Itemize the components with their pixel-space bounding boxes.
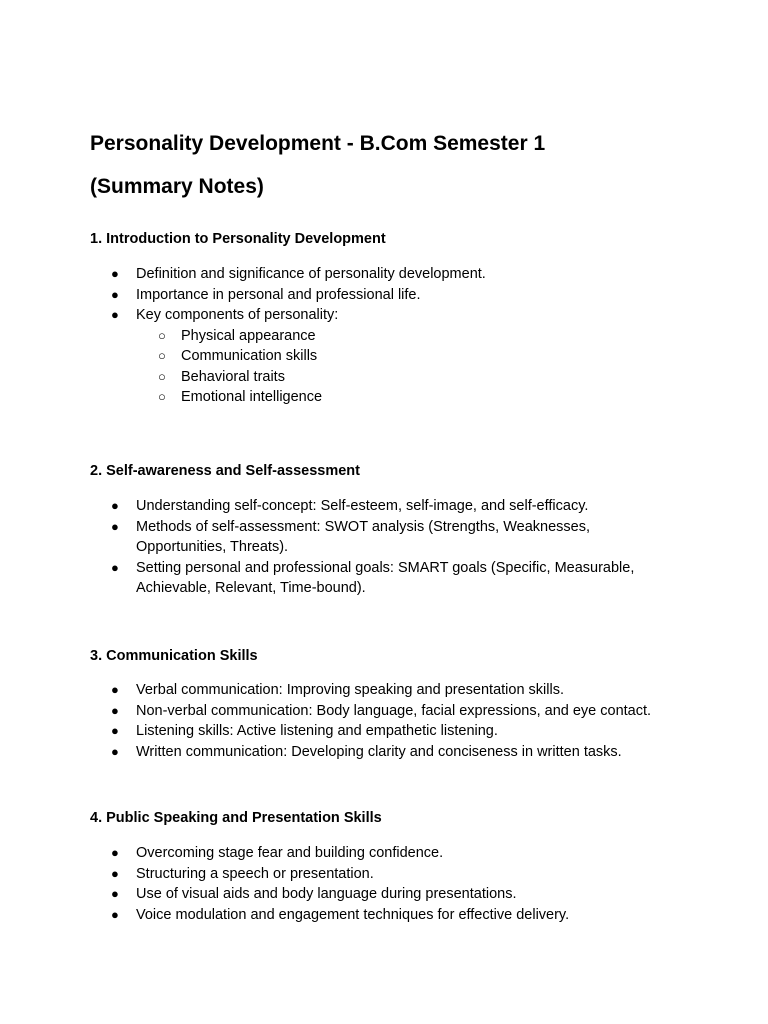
- hollow-bullet-icon: ○: [158, 368, 166, 384]
- section-2-list: [0, 496, 700, 599]
- document-title-line-2: (Summary Notes): [90, 175, 264, 198]
- list-item: [0, 884, 700, 905]
- section-4-heading: 4. Public Speaking and Presentation Skills: [90, 810, 382, 826]
- list-item-text: Verbal communication: Improving speaking and presentation skills.: [136, 682, 564, 698]
- list-item: [0, 742, 700, 763]
- list-item: [0, 264, 700, 285]
- bullet-icon: ●: [111, 682, 119, 697]
- hollow-bullet-icon: ○: [158, 389, 166, 404]
- bullet-icon: ●: [111, 559, 119, 575]
- section-1-list: [0, 264, 700, 408]
- bullet-icon: ●: [111, 743, 119, 759]
- sub-list-item-text: Behavioral traits: [181, 368, 285, 385]
- list-item-text: Written communication: Developing clarity and conciseness in written tasks.: [136, 743, 622, 760]
- bullet-icon: ●: [111, 307, 119, 322]
- list-item: [0, 721, 700, 742]
- list-item: [0, 864, 700, 885]
- list-item: [0, 558, 700, 599]
- sub-list-item-text: Communication skills: [181, 348, 318, 364]
- list-item-text: Structuring a speech or presentation.: [136, 865, 374, 882]
- list-item-text: Understanding self-concept: Self-esteem, self-image, and self-efficacy.: [136, 498, 589, 514]
- list-item-text: Key components of personality:: [136, 307, 339, 323]
- bullet-icon: ●: [111, 723, 119, 738]
- sub-list-item: [0, 326, 700, 347]
- hollow-bullet-icon: ○: [158, 327, 166, 343]
- list-item: [0, 680, 700, 701]
- bullet-icon: ●: [111, 906, 119, 922]
- list-item-text: Non-verbal communication: Body language, facial expressions, and eye contact.: [136, 702, 652, 719]
- list-item-text: Definition and significance of personality development.: [136, 266, 486, 282]
- sub-list-item: [0, 367, 700, 388]
- bullet-icon: ●: [111, 845, 119, 860]
- list-item-text: Importance in personal and professional life.: [136, 286, 421, 303]
- list-item: [0, 517, 700, 558]
- list-item-text: Listening skills: Active listening and empathetic listening.: [136, 723, 498, 739]
- sub-list-item: [0, 387, 700, 408]
- list-item-text: Use of visual aids and body language during presentations.: [136, 886, 517, 902]
- section-1-heading: 1. Introduction to Personality Development: [90, 231, 386, 247]
- list-item: [0, 305, 700, 326]
- list-item-text: Voice modulation and engagement techniques for effective delivery.: [136, 906, 570, 923]
- bullet-icon: ●: [111, 886, 119, 901]
- list-item: [0, 285, 700, 306]
- document-title-line-1: Personality Development - B.Com Semester 1: [90, 132, 546, 155]
- sub-list-item-text: Physical appearance: [181, 327, 316, 344]
- list-item: [0, 905, 700, 926]
- list-item: [0, 701, 700, 722]
- list-item: [0, 496, 700, 517]
- list-item-text: Setting personal and professional goals: SMART goals (Specific, Measurable, Achievable, Relevant, Time-bound).: [136, 559, 635, 596]
- section-3-heading: 3. Communication Skills: [90, 648, 258, 664]
- bullet-icon: ●: [111, 266, 119, 281]
- bullet-icon: ●: [111, 865, 119, 881]
- section-4-list: [0, 843, 700, 925]
- sub-list-item: [0, 346, 700, 367]
- bullet-icon: ●: [111, 286, 119, 302]
- list-item-text: Overcoming stage fear and building confidence.: [136, 845, 444, 861]
- section-2-heading: 2. Self-awareness and Self-assessment: [90, 463, 360, 479]
- hollow-bullet-icon: ○: [158, 348, 166, 363]
- sub-list-item-text: Emotional intelligence: [181, 389, 323, 405]
- bullet-icon: ●: [111, 498, 119, 513]
- bullet-icon: ●: [111, 518, 119, 534]
- list-item: [0, 843, 700, 864]
- list-item-text: Methods of self-assessment: SWOT analysis (Strengths, Weaknesses, Opportunities, Threats).: [136, 518, 590, 555]
- bullet-icon: ●: [111, 702, 119, 718]
- section-3-list: [0, 680, 700, 762]
